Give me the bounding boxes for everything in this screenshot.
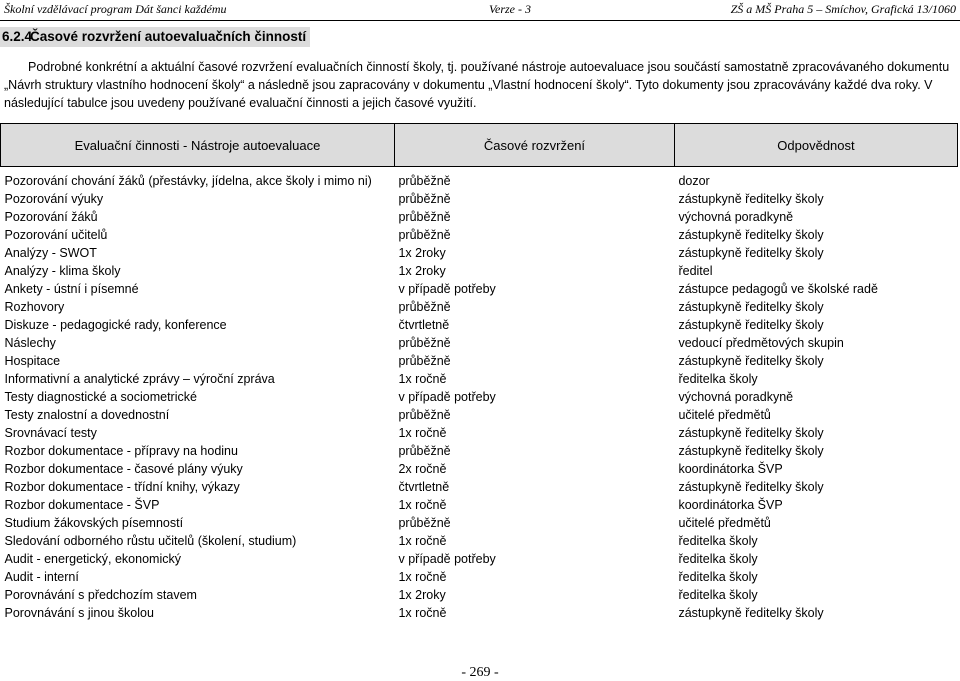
intro-paragraph: Podrobné konkrétní a aktuální časové rozvržení evaluačních činností školy, tj. používané nástroje autoevaluace jsou součástí samostatně zpracovávaného dokumentu „Návrh struktury vlastního hodnocení školy“ a následně jsou zapracovány v dokumentu „Vlastní hodnocení školy“. Tyto dokumenty jsou zpracovávány každé dva roky. V následující tabulce jsou uvedeny používané evaluační činnosti a jejich časové využití. <box>4 60 950 110</box>
activity-cell: Audit - energetický, ekonomický <box>4 552 181 566</box>
table-row <box>1 514 958 532</box>
responsibility-cell: vedoucí předmětových skupin <box>678 336 844 350</box>
header-school-program: Školní vzdělávací program Dát šanci každému <box>4 2 227 16</box>
table-row <box>1 190 958 208</box>
table-row <box>1 442 958 460</box>
table-row <box>1 226 958 244</box>
activity-cell: Ankety - ústní i písemné <box>4 282 139 296</box>
schedule-cell: průběžně <box>398 516 451 530</box>
responsibility-cell: učitelé předmětů <box>678 408 771 422</box>
responsibility-cell: zástupkyně ředitelky školy <box>678 606 824 620</box>
responsibility-cell: ředitelka školy <box>678 534 758 548</box>
activity-cell: Studium žákovských písemností <box>4 516 184 530</box>
table-row <box>1 460 958 478</box>
activity-cell: Pozorování učitelů <box>4 228 108 242</box>
schedule-cell: průběžně <box>398 408 451 422</box>
table-row <box>1 496 958 514</box>
schedule-cell: průběžně <box>398 228 451 242</box>
table-row <box>1 550 958 568</box>
responsibility-cell: dozor <box>678 174 710 188</box>
schedule-cell: čtvrtletně <box>398 480 450 494</box>
responsibility-cell: zástupkyně ředitelky školy <box>678 192 824 206</box>
running-header <box>0 0 960 21</box>
activity-cell: Hospitace <box>4 354 61 368</box>
activity-cell: Porovnávání s jinou školou <box>4 606 154 620</box>
responsibility-cell: koordinátorka ŠVP <box>678 498 783 512</box>
schedule-cell: průběžně <box>398 300 451 314</box>
schedule-cell: 1x ročně <box>398 498 447 512</box>
schedule-cell: 1x ročně <box>398 606 447 620</box>
table-row <box>1 370 958 388</box>
activity-cell: Pozorování žáků <box>4 210 98 224</box>
table-row <box>1 316 958 334</box>
page-number: - 269 - <box>461 665 499 680</box>
schedule-cell: v případě potřeby <box>398 552 496 566</box>
activity-cell: Rozhovory <box>4 300 65 314</box>
responsibility-cell: ředitelka školy <box>678 570 758 584</box>
activity-cell: Testy diagnostické a sociometrické <box>4 390 197 404</box>
schedule-cell: průběžně <box>398 174 451 188</box>
responsibility-cell: zástupce pedagogů ve školské radě <box>678 282 878 296</box>
responsibility-cell: učitelé předmětů <box>678 516 771 530</box>
schedule-cell: 1x ročně <box>398 426 447 440</box>
table-row <box>1 406 958 424</box>
activity-cell: Audit - interní <box>4 570 79 584</box>
schedule-cell: průběžně <box>398 210 451 224</box>
responsibility-cell: zástupkyně ředitelky školy <box>678 426 824 440</box>
activity-cell: Rozbor dokumentace - časové plány výuky <box>4 462 243 476</box>
activity-cell: Analýzy - SWOT <box>4 246 97 260</box>
activity-cell: Pozorování chování žáků (přestávky, jídelna, akce školy i mimo ni) <box>4 174 372 188</box>
activity-cell: Porovnávání s předchozím stavem <box>4 588 197 602</box>
header-school-address: ZŠ a MŠ Praha 5 – Smíchov, Grafická 13/1060 <box>730 2 956 16</box>
table-row <box>1 208 958 226</box>
schedule-cell: v případě potřeby <box>398 282 496 296</box>
responsibility-cell: zástupkyně ředitelky školy <box>678 228 824 242</box>
header-version: Verze - 3 <box>489 2 531 16</box>
schedule-cell: 1x ročně <box>398 534 447 548</box>
activity-cell: Pozorování výuky <box>4 192 104 206</box>
table-row <box>1 334 958 352</box>
activity-cell: Informativní a analytické zprávy – výroční zpráva <box>4 372 275 386</box>
activity-cell: Diskuze - pedagogické rady, konference <box>4 318 227 332</box>
responsibility-cell: výchovná poradkyně <box>678 210 794 224</box>
responsibility-cell: zástupkyně ředitelky školy <box>678 246 824 260</box>
section-heading <box>0 27 310 47</box>
table-row <box>1 586 958 604</box>
activity-cell: Rozbor dokumentace - ŠVP <box>4 498 160 512</box>
evaluation-table <box>0 123 958 622</box>
table-row <box>1 262 958 280</box>
table-row <box>1 244 958 262</box>
section-number: 6.2.4 <box>2 29 33 44</box>
schedule-cell: průběžně <box>398 192 451 206</box>
schedule-cell: 2x ročně <box>398 462 447 476</box>
schedule-cell: průběžně <box>398 444 451 458</box>
responsibility-cell: zástupkyně ředitelky školy <box>678 300 824 314</box>
table-row <box>1 604 958 622</box>
activity-cell: Rozbor dokumentace - přípravy na hodinu <box>4 444 238 458</box>
header-activities: Evaluační činnosti - Nástroje autoevaluace <box>1 124 395 167</box>
schedule-cell: 1x 2roky <box>398 246 446 260</box>
schedule-cell: 1x 2roky <box>398 588 446 602</box>
table-row <box>1 352 958 370</box>
responsibility-cell: zástupkyně ředitelky školy <box>678 480 824 494</box>
header-responsibility: Odpovědnost <box>674 124 957 167</box>
responsibility-cell: ředitelka školy <box>678 588 758 602</box>
responsibility-cell: zástupkyně ředitelky školy <box>678 444 824 458</box>
activity-cell: Rozbor dokumentace - třídní knihy, výkazy <box>4 480 240 494</box>
activity-cell: Analýzy - klima školy <box>4 264 121 278</box>
activity-cell: Srovnávací testy <box>4 426 97 440</box>
section-title: Časové rozvržení autoevaluačních činností <box>30 29 307 44</box>
responsibility-cell: zástupkyně ředitelky školy <box>678 318 824 332</box>
responsibility-cell: koordinátorka ŠVP <box>678 462 783 476</box>
table-row <box>1 568 958 586</box>
schedule-cell: v případě potřeby <box>398 390 496 404</box>
responsibility-cell: ředitelka školy <box>678 552 758 566</box>
table-row <box>1 280 958 298</box>
table-row <box>1 478 958 496</box>
activity-cell: Testy znalostní a dovednostní <box>4 408 170 422</box>
table-row <box>1 298 958 316</box>
table-row <box>1 532 958 550</box>
schedule-cell: čtvrtletně <box>398 318 450 332</box>
schedule-cell: 1x 2roky <box>398 264 446 278</box>
responsibility-cell: výchovná poradkyně <box>678 390 794 404</box>
table-row <box>1 424 958 442</box>
schedule-cell: 1x ročně <box>398 570 447 584</box>
table-row <box>1 167 958 191</box>
schedule-cell: průběžně <box>398 354 451 368</box>
responsibility-cell: ředitel <box>678 264 713 278</box>
header-schedule: Časové rozvržení <box>394 124 674 167</box>
activity-cell: Náslechy <box>4 336 56 350</box>
responsibility-cell: ředitelka školy <box>678 372 758 386</box>
schedule-cell: průběžně <box>398 336 451 350</box>
activity-cell: Sledování odborného růstu učitelů (školení, studium) <box>4 534 297 548</box>
table-body <box>1 167 958 623</box>
responsibility-cell: zástupkyně ředitelky školy <box>678 354 824 368</box>
table-header-row <box>1 124 958 167</box>
schedule-cell: 1x ročně <box>398 372 447 386</box>
table-row <box>1 388 958 406</box>
